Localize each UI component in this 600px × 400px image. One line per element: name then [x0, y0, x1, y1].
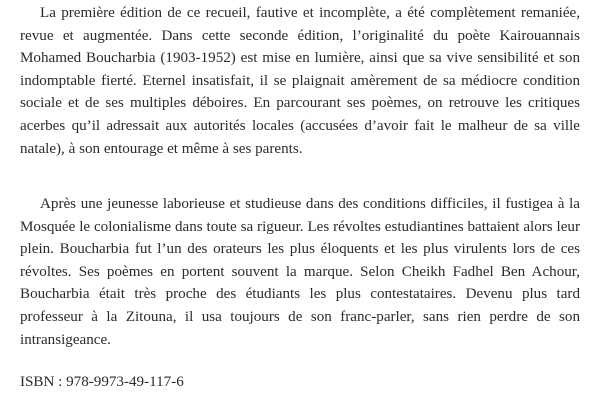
- paragraph-biography: Après une jeunesse laborieuse et studieuse dans des conditions difficiles, il fustigea à la Mosquée le colonialisme dans toute sa rigueur. Les révoltes estudiantines battaient alors leur plein. Boucharbia fut l’un des orateurs les plus éloquents et les plus virulents lors de ces révoltes. Ses poèmes en portent souvent la marque. Selon Cheikh Fadhel Ben Achour, Boucharbia était très proche des étudiants les plus contestataires. Devenu plus tard professeur à la Zitouna, il usa toujours de son franc-parler, sans rien perdre de son intransigeance.: [20, 196, 580, 348]
- book-back-cover-text: [20, 0, 580, 400]
- paragraph-edition-note: La première édition de ce recueil, fautive et incomplète, a été complètement remaniée, revue et augmentée. Dans cette seconde édition, l’originalité du poète Kairouannais Mohamed Boucharbia (1903-1952) est mise en lumière, ainsi que sa vive sensibilité et son indomptable fierté. Eternel insatisfait, il se plaignait amèrement de sa médiocre condition sociale et de ses multiples déboires. En parcourant ses poèmes, on retrouve les critiques acerbes qu’il adressait aux autorités locales (accusées d’avoir fait le malheur de sa ville natale), à son entourage et même à ses parents.: [20, 5, 580, 157]
- isbn-number: ISBN : 978-9973-49-117-6: [20, 374, 184, 390]
